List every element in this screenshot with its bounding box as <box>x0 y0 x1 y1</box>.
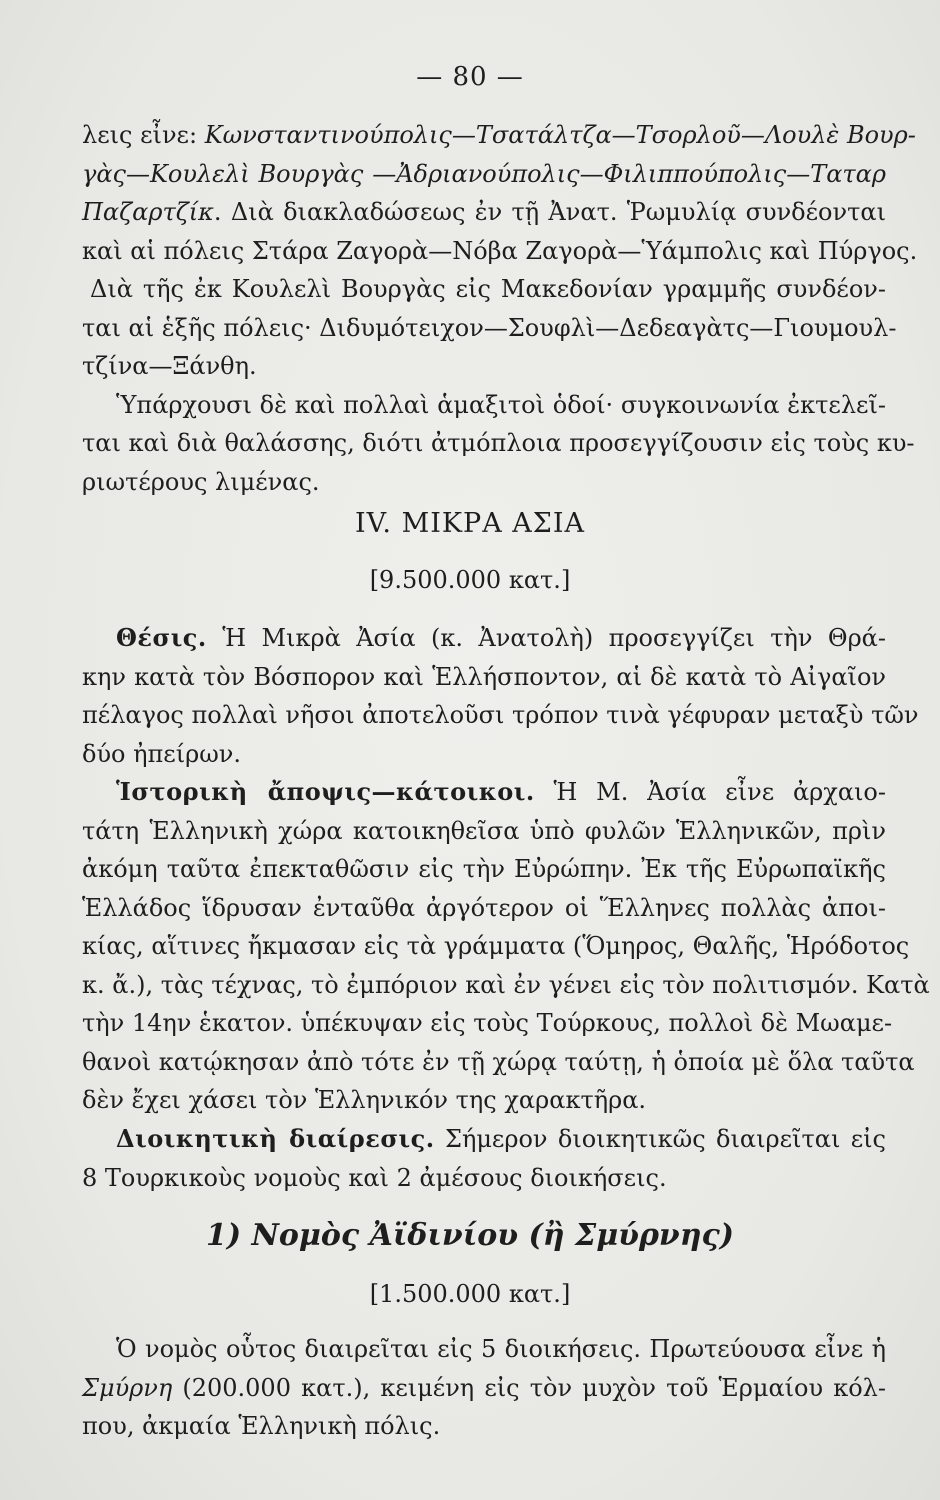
text-span: (200.000 κατ.), κειμένη εἰς τὸν μυχὸν τοῦ Ἑρμαίου κόλ- <box>172 1373 886 1402</box>
text-line: γὰς—Κουλελὶ Βουργὰς —Ἀδριανούπολις—Φιλιππούπολις—Ταταρ <box>82 159 886 188</box>
text-line: τζίνα—Ξάνθη. <box>82 352 257 380</box>
text-line: πέλαγος πολλαὶ νῆσοι ἀποτελοῦσι τρόπον τινὰ γέφυραν μεταξὺ τῶν <box>82 701 919 729</box>
text-line <box>82 193 886 232</box>
text-span: Σήμερον διοικητικῶς διαιρεῖται εἰς <box>434 1125 886 1153</box>
paragraph-lead: Ἱστορικὴ ἄποψις—κάτοικοι. <box>116 777 535 806</box>
text-line: Ὁ νομὸς οὗτος διαιρεῖται εἰς 5 διοικήσεις. Πρωτεύουσα εἶνε ἡ <box>116 1335 886 1363</box>
text-line: που, ἀκμαία Ἑλληνικὴ πόλις. <box>82 1412 441 1440</box>
text-span: Ἡ Μ. Ἀσία εἶνε ἀρχαιο- <box>534 778 886 806</box>
section-population: [9.500.000 κατ.] <box>369 566 571 594</box>
text-line <box>82 116 916 155</box>
text-line: κ. ἄ.), τὰς τέχνας, τὸ ἐμπόριον καὶ ἐν γένει εἰς τὸν πολιτισμόν. Κατὰ <box>82 970 930 999</box>
paragraph-lead: Θέσις. <box>116 623 207 652</box>
text-span: Ἡ Μικρὰ Ἀσία (κ. Ἀνατολὴ) προσεγγίζει τὴν Θρά- <box>206 624 886 652</box>
text-line: ριωτέρους λιμένας. <box>82 467 320 496</box>
text-span: λεις εἶνε: <box>82 121 205 149</box>
admin-paragraph <box>82 1120 886 1197</box>
text-span: . Διὰ διακλαδώσεως ἐν τῇ Ἀνατ. Ῥωμυλίᾳ συνδέονται <box>213 198 886 226</box>
italic-span: Κωνσταντινούπολις—Τσατάλτζα—Τσορλοῦ—Λουλὲ Βουρ- <box>204 121 916 149</box>
text-line: Διὰ τῆς ἐκ Κουλελὶ Βουργὰς εἰς Μακεδονίαν γραμμῆς συνδέον- <box>90 275 886 303</box>
text-line <box>82 1369 886 1408</box>
text-line: καὶ αἱ πόλεις Στάρα Ζαγορὰ—Νόβα Ζαγορὰ—Ὑάμπολις καὶ Πύργος. <box>82 236 918 265</box>
text-line: Ὑπάρχουσι δὲ καὶ πολλαὶ ἁμαξιτοὶ ὁδοί· συγκοινωνία ἐκτελεῖ- <box>116 390 886 419</box>
italic-span: Σμύρνη <box>82 1373 173 1402</box>
text-line: κίας, αἵτινες ἤκμασαν εἰς τὰ γράμματα (Ὅμηρος, Θαλῆς, Ἡρόδοτος <box>82 932 910 960</box>
page-number: — 80 — <box>416 62 524 92</box>
text-line <box>82 619 886 658</box>
text-line: ται καὶ διὰ θαλάσσης, διότι ἀτμόπλοια προσεγγίζουσιν εἰς τοὺς κυ- <box>82 429 915 457</box>
text-line: ἀκόμη ταῦτα ἐπεκταθῶσιν εἰς τὴν Εὐρώπην. Ἐκ τῆς Εὐρωπαϊκῆς <box>82 855 886 883</box>
text-line: δὲν ἔχει χάσει τὸν Ἑλληνικόν της χαρακτῆρα. <box>82 1086 647 1114</box>
history-paragraph <box>82 773 930 1120</box>
text-line: δύο ἠπείρων. <box>82 739 242 768</box>
italic-span: Παζαρτζίκ <box>82 198 214 226</box>
paragraph-lead: Διοικητικὴ διαίρεσις. <box>116 1124 435 1153</box>
text-line: 8 Τουρκικοὺς νομοὺς καὶ 2 ἀμέσους διοικήσεις. <box>82 1163 667 1192</box>
section-title: IV. ΜΙΚΡΑ ΑΣΙΑ <box>354 508 586 539</box>
text-line: κην κατὰ τὸν Βόσπορον καὶ Ἑλλήσποντον, αἱ δὲ κατὰ τὸ Αἰγαῖον <box>82 662 886 691</box>
intro-paragraph <box>82 116 918 501</box>
thesis-paragraph <box>82 619 919 773</box>
text-line <box>82 1120 886 1159</box>
nomos-population: [1.500.000 κατ.] <box>369 1280 571 1308</box>
nomos-heading: 1) Νομὸς Ἀϊδινίου (ἢ Σμύρνης) <box>205 1218 735 1253</box>
text-line: θανοὶ κατῴκησαν ἀπὸ τότε ἐν τῇ χώρᾳ ταύτῃ, ἡ ὁποία μὲ ὅλα ταῦτα <box>82 1047 915 1076</box>
text-line: Ἑλλάδος ἵδρυσαν ἐνταῦθα ἀργότερον οἱ Ἕλληνες πολλὰς ἀποι- <box>82 893 886 922</box>
text-line: τάτη Ἑλληνικὴ χώρα κατοικηθεῖσα ὑπὸ φυλῶν Ἑλληνικῶν, πρὶν <box>82 816 886 845</box>
text-line: τὴν 14ην ἑκατον. ὑπέκυψαν εἰς τοὺς Τούρκους, πολλοὶ δὲ Μωαμε- <box>82 1009 893 1037</box>
text-line: ται αἱ ἑξῆς πόλεις· Διδυμότειχον—Σουφλὶ—Δεδεαγὰτς—Γιουμουλ- <box>82 313 897 342</box>
text-line <box>82 773 886 812</box>
nomos-paragraph <box>82 1330 886 1446</box>
